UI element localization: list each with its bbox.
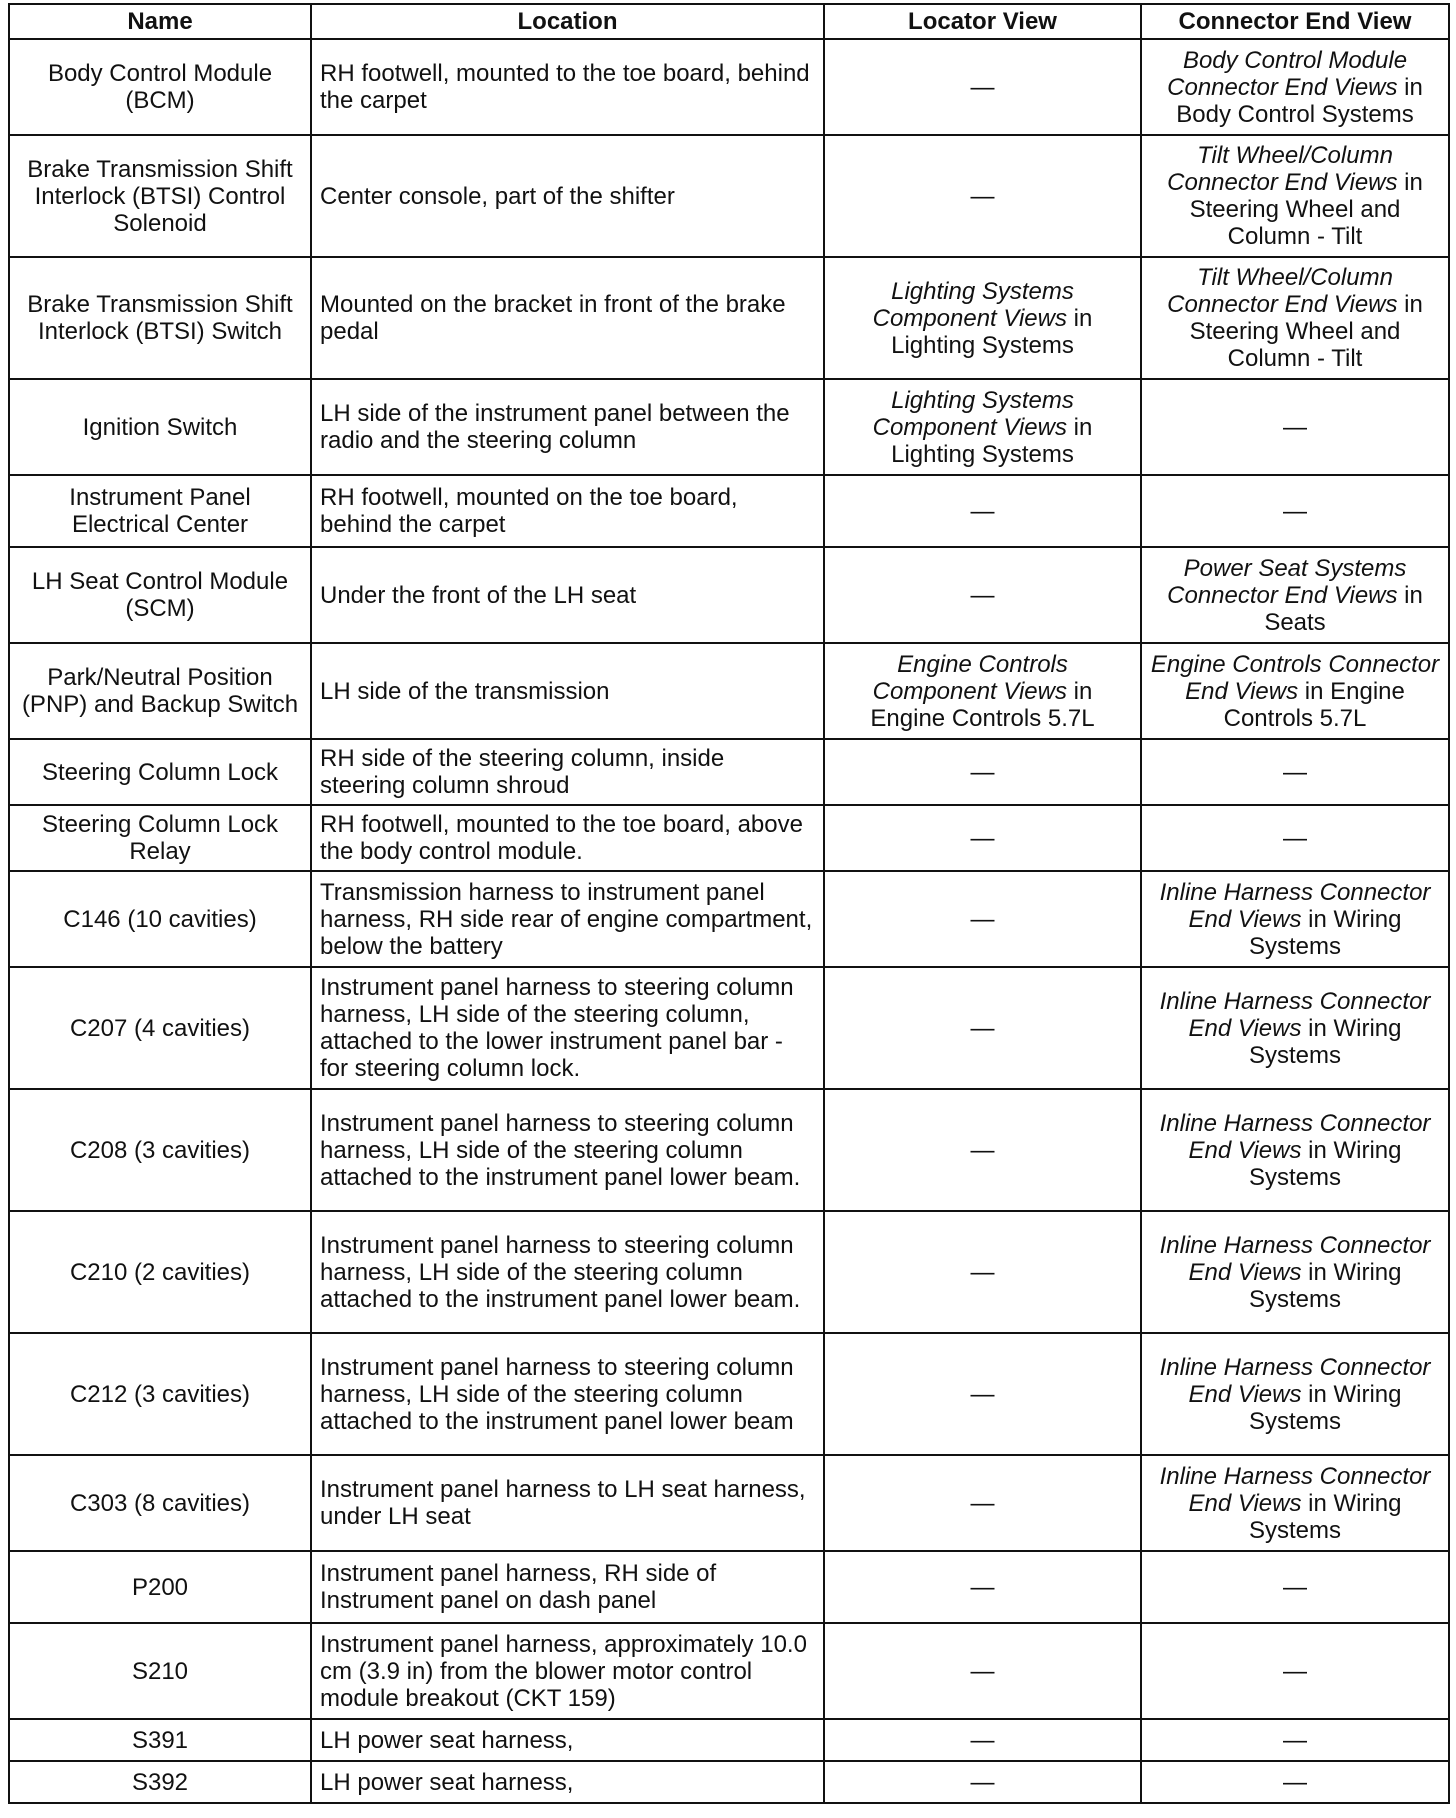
cell-name: Ignition Switch bbox=[9, 379, 311, 475]
reference-section: in Engine Controls 5.7L bbox=[870, 677, 1095, 732]
cell-locator-view bbox=[824, 135, 1141, 257]
cell-locator-view bbox=[824, 39, 1141, 135]
cell-name: Steering Column Lock Relay bbox=[9, 805, 311, 871]
table-row bbox=[9, 547, 1449, 643]
empty-dash: — bbox=[1283, 1657, 1307, 1685]
cell-name: Brake Transmission Shift Interlock (BTSI) Switch bbox=[9, 257, 311, 379]
reference-section: in Engine Controls 5.7L bbox=[1223, 677, 1405, 732]
reference-section: in Wiring Systems bbox=[1248, 1380, 1402, 1435]
reference-section: in Steering Wheel and Column - Tilt bbox=[1189, 291, 1423, 372]
reference-title: Inline Harness Connector End Views bbox=[1159, 878, 1431, 933]
table-row bbox=[9, 739, 1449, 805]
cell-name: C208 (3 cavities) bbox=[9, 1089, 311, 1211]
empty-dash: — bbox=[1283, 824, 1307, 852]
empty-dash: — bbox=[970, 1258, 995, 1286]
reference-title: Lighting Systems Component Views bbox=[872, 386, 1074, 441]
cell-connector-end-view bbox=[1141, 379, 1449, 475]
table-row bbox=[9, 39, 1449, 135]
reference-title: Inline Harness Connector End Views bbox=[1159, 1353, 1431, 1408]
reference-title: Inline Harness Connector End Views bbox=[1159, 1231, 1431, 1286]
cell-locator-view bbox=[824, 379, 1141, 475]
cell-location: Instrument panel harness, RH side of Instrument panel on dash panel bbox=[311, 1551, 824, 1623]
empty-dash: — bbox=[1283, 413, 1307, 441]
empty-dash: — bbox=[1283, 497, 1307, 525]
cell-locator-view bbox=[824, 805, 1141, 871]
cell-location: Instrument panel harness to LH seat harness, under LH seat bbox=[311, 1455, 824, 1551]
cell-connector-end-view bbox=[1141, 547, 1449, 643]
reference-section: in Lighting Systems bbox=[891, 304, 1093, 359]
reference-section: in Body Control Systems bbox=[1176, 73, 1423, 128]
reference-section: in Wiring Systems bbox=[1248, 1136, 1402, 1191]
cell-connector-end-view bbox=[1141, 1455, 1449, 1551]
empty-dash: — bbox=[970, 1380, 995, 1408]
cell-location: Center console, part of the shifter bbox=[311, 135, 824, 257]
cell-name: C212 (3 cavities) bbox=[9, 1333, 311, 1455]
cell-locator-view bbox=[824, 967, 1141, 1089]
cell-locator-view bbox=[824, 1211, 1141, 1333]
table-row bbox=[9, 805, 1449, 871]
empty-dash: — bbox=[970, 1573, 995, 1601]
cell-connector-end-view bbox=[1141, 1761, 1449, 1803]
empty-dash: — bbox=[1283, 1768, 1307, 1796]
header-row bbox=[9, 4, 1449, 39]
cell-connector-end-view bbox=[1141, 871, 1449, 967]
cell-location: RH footwell, mounted on the toe board, behind the carpet bbox=[311, 475, 824, 547]
empty-dash: — bbox=[970, 1768, 995, 1796]
table-row bbox=[9, 967, 1449, 1089]
cell-connector-end-view bbox=[1141, 39, 1449, 135]
cell-location: RH side of the steering column, inside steering column shroud bbox=[311, 739, 824, 805]
empty-dash: — bbox=[970, 905, 995, 933]
table-row bbox=[9, 1551, 1449, 1623]
cell-connector-end-view bbox=[1141, 1719, 1449, 1761]
empty-dash: — bbox=[970, 581, 995, 609]
reference-title: Body Control Module Connector End Views bbox=[1167, 46, 1408, 101]
reference-title: Inline Harness Connector End Views bbox=[1159, 987, 1431, 1042]
cell-location: RH footwell, mounted to the toe board, behind the carpet bbox=[311, 39, 824, 135]
cell-locator-view bbox=[824, 643, 1141, 739]
reference-section: in Steering Wheel and Column - Tilt bbox=[1189, 169, 1423, 250]
cell-connector-end-view bbox=[1141, 1551, 1449, 1623]
table-row bbox=[9, 1211, 1449, 1333]
table-row bbox=[9, 475, 1449, 547]
component-locator-table bbox=[8, 3, 1450, 1804]
component-locator-table-container bbox=[8, 3, 1448, 1804]
header-location: Location bbox=[311, 4, 824, 39]
reference-section: in Seats bbox=[1264, 581, 1423, 636]
cell-location: LH power seat harness, bbox=[311, 1719, 824, 1761]
cell-name: Body Control Module (BCM) bbox=[9, 39, 311, 135]
reference-section: in Lighting Systems bbox=[891, 413, 1093, 468]
cell-name: C207 (4 cavities) bbox=[9, 967, 311, 1089]
cell-locator-view bbox=[824, 257, 1141, 379]
cell-name: Park/Neutral Position (PNP) and Backup Switch bbox=[9, 643, 311, 739]
table-row bbox=[9, 1333, 1449, 1455]
cell-locator-view bbox=[824, 1333, 1141, 1455]
cell-connector-end-view bbox=[1141, 135, 1449, 257]
cell-name: C146 (10 cavities) bbox=[9, 871, 311, 967]
empty-dash: — bbox=[970, 1726, 995, 1754]
empty-dash: — bbox=[1283, 1573, 1307, 1601]
reference-section: in Wiring Systems bbox=[1248, 905, 1402, 960]
cell-location: Mounted on the bracket in front of the brake pedal bbox=[311, 257, 824, 379]
cell-connector-end-view bbox=[1141, 805, 1449, 871]
table-row bbox=[9, 1761, 1449, 1803]
cell-location: LH side of the transmission bbox=[311, 643, 824, 739]
cell-name: S210 bbox=[9, 1623, 311, 1719]
cell-name: LH Seat Control Module (SCM) bbox=[9, 547, 311, 643]
reference-title: Tilt Wheel/Column Connector End Views bbox=[1167, 264, 1398, 318]
table-row bbox=[9, 379, 1449, 475]
empty-dash: — bbox=[970, 1014, 995, 1042]
cell-locator-view bbox=[824, 1455, 1141, 1551]
empty-dash: — bbox=[970, 1489, 995, 1517]
reference-title: Inline Harness Connector End Views bbox=[1159, 1109, 1431, 1164]
cell-connector-end-view bbox=[1141, 257, 1449, 379]
cell-name: C210 (2 cavities) bbox=[9, 1211, 311, 1333]
cell-location: Transmission harness to instrument panel harness, RH side rear of engine compartment, below the battery bbox=[311, 871, 824, 967]
cell-name: Steering Column Lock bbox=[9, 739, 311, 805]
empty-dash: — bbox=[970, 73, 995, 101]
header-locator-view: Locator View bbox=[824, 4, 1141, 39]
reference-title: Lighting Systems Component Views bbox=[872, 277, 1074, 332]
cell-location: Instrument panel harness to steering column harness, LH side of the steering column attached to the instrument panel lower beam. bbox=[311, 1211, 824, 1333]
reference-title: Engine Controls Component Views bbox=[872, 650, 1068, 705]
cell-location: Instrument panel harness to steering column harness, LH side of the steering column attached to the instrument panel lower beam bbox=[311, 1333, 824, 1455]
cell-location: Instrument panel harness to steering column harness, LH side of the steering column attached to the instrument panel lower beam. bbox=[311, 1089, 824, 1211]
table-row bbox=[9, 1455, 1449, 1551]
reference-section: in Wiring Systems bbox=[1248, 1014, 1402, 1069]
empty-dash: — bbox=[970, 497, 995, 525]
reference-title: Inline Harness Connector End Views bbox=[1159, 1462, 1431, 1517]
cell-locator-view bbox=[824, 739, 1141, 805]
cell-locator-view bbox=[824, 1623, 1141, 1719]
cell-location: Instrument panel harness, approximately 10.0 cm (3.9 in) from the blower motor control module breakout (CKT 159) bbox=[311, 1623, 824, 1719]
cell-locator-view bbox=[824, 871, 1141, 967]
header-connector-end-view: Connector End View bbox=[1141, 4, 1449, 39]
header-name: Name bbox=[9, 4, 311, 39]
cell-connector-end-view bbox=[1141, 739, 1449, 805]
empty-dash: — bbox=[970, 182, 995, 210]
cell-locator-view bbox=[824, 1089, 1141, 1211]
cell-connector-end-view bbox=[1141, 643, 1449, 739]
cell-location: Under the front of the LH seat bbox=[311, 547, 824, 643]
cell-connector-end-view bbox=[1141, 1623, 1449, 1719]
empty-dash: — bbox=[970, 758, 995, 786]
cell-name: S392 bbox=[9, 1761, 311, 1803]
reference-section: in Wiring Systems bbox=[1248, 1489, 1402, 1544]
cell-connector-end-view bbox=[1141, 1211, 1449, 1333]
cell-locator-view bbox=[824, 1719, 1141, 1761]
table-row bbox=[9, 1719, 1449, 1761]
cell-connector-end-view bbox=[1141, 1333, 1449, 1455]
cell-location: Instrument panel harness to steering column harness, LH side of the steering column, attached to the lower instrument panel bar - for steering column lock. bbox=[311, 967, 824, 1089]
table-row bbox=[9, 257, 1449, 379]
empty-dash: — bbox=[970, 1136, 995, 1164]
cell-locator-view bbox=[824, 547, 1141, 643]
cell-connector-end-view bbox=[1141, 967, 1449, 1089]
cell-locator-view bbox=[824, 1761, 1141, 1803]
cell-location: LH side of the instrument panel between the radio and the steering column bbox=[311, 379, 824, 475]
cell-location: LH power seat harness, bbox=[311, 1761, 824, 1803]
empty-dash: — bbox=[970, 1657, 995, 1685]
empty-dash: — bbox=[1283, 1726, 1307, 1754]
reference-title: Power Seat Systems Connector End Views bbox=[1167, 554, 1407, 609]
table-row bbox=[9, 135, 1449, 257]
cell-name: S391 bbox=[9, 1719, 311, 1761]
reference-title: Engine Controls Connector End Views bbox=[1150, 650, 1440, 705]
empty-dash: — bbox=[970, 824, 995, 852]
table-row bbox=[9, 643, 1449, 739]
cell-location: RH footwell, mounted to the toe board, above the body control module. bbox=[311, 805, 824, 871]
table-row bbox=[9, 871, 1449, 967]
cell-name: Instrument Panel Electrical Center bbox=[9, 475, 311, 547]
table-row bbox=[9, 1623, 1449, 1719]
cell-name: C303 (8 cavities) bbox=[9, 1455, 311, 1551]
table-row bbox=[9, 1089, 1449, 1211]
reference-title: Tilt Wheel/Column Connector End Views bbox=[1167, 142, 1398, 196]
cell-name: Brake Transmission Shift Interlock (BTSI) Control Solenoid bbox=[9, 135, 311, 257]
reference-section: in Wiring Systems bbox=[1248, 1258, 1402, 1313]
cell-locator-view bbox=[824, 1551, 1141, 1623]
cell-locator-view bbox=[824, 475, 1141, 547]
empty-dash: — bbox=[1283, 758, 1307, 786]
cell-connector-end-view bbox=[1141, 475, 1449, 547]
cell-connector-end-view bbox=[1141, 1089, 1449, 1211]
cell-name: P200 bbox=[9, 1551, 311, 1623]
